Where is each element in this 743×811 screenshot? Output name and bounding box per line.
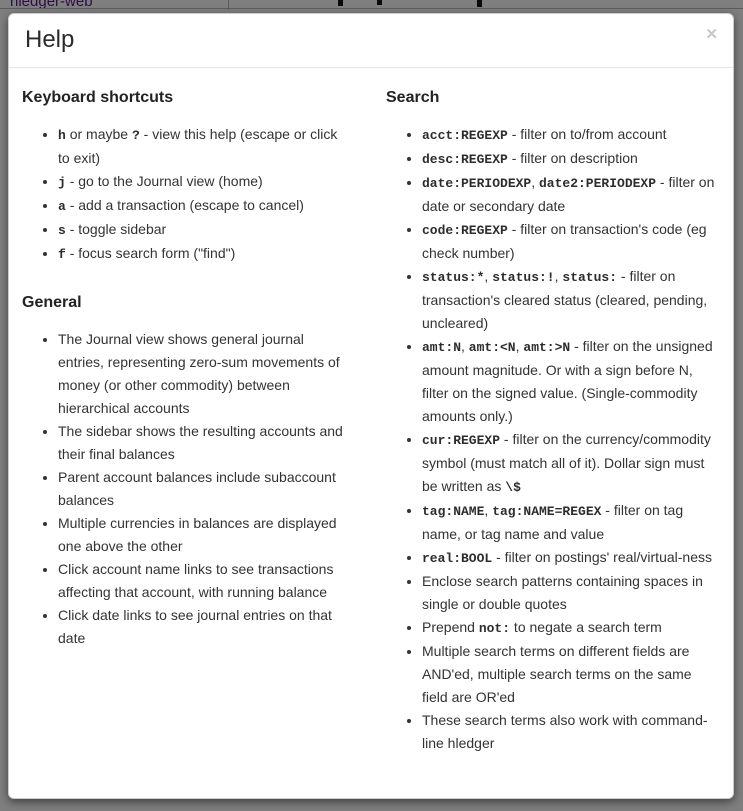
code-snippet: acct:REGEXP [422, 128, 508, 143]
code-snippet: not: [478, 621, 511, 636]
code-snippet: date2:PERIODEXP [539, 176, 657, 191]
help-column-right [371, 89, 720, 775]
list-item: • tag:NAME, tag:NAME=REGEX - filter on tag name, or tag name and value [422, 499, 720, 546]
list-item: • desc:REGEXP - filter on description [422, 147, 720, 171]
code-snippet: ? [131, 128, 140, 143]
code-snippet: status:! [492, 270, 555, 285]
list-item: • cur:REGEXP - filter on the currency/commodity symbol (must match all of it). Dollar sign must be written as \$ [422, 428, 720, 499]
section-heading: General [22, 294, 82, 311]
code-snippet: amt:<N [468, 340, 516, 355]
list-item: • Multiple currencies in balances are displayed one above the other [58, 512, 351, 558]
modal-title: Help [25, 26, 75, 53]
list-item: • f - focus search form ("find") [58, 242, 351, 266]
code-snippet: real:BOOL [422, 551, 493, 566]
code-snippet: h [58, 128, 66, 143]
code-snippet: desc:REGEXP [422, 152, 508, 167]
code-snippet: status:* [422, 270, 485, 285]
list-item: • Click account name links to see transactions affecting that account, with running balance [58, 558, 351, 604]
section-list [22, 123, 351, 266]
code-snippet: j [58, 175, 66, 190]
list-item: • status:*, status:!, status: - filter on transaction's cleared status (cleared, pending, uncleared) [422, 265, 720, 335]
list-item: • real:BOOL - filter on postings' real/virtual-ness [422, 546, 720, 570]
list-item: • s - toggle sidebar [58, 218, 351, 242]
help-column-left [22, 89, 371, 775]
list-item: • These search terms also work with command-line hledger [422, 709, 720, 755]
help-modal [8, 13, 734, 799]
list-item: • Parent account balances include subaccount balances [58, 466, 351, 512]
modal-header [9, 14, 733, 68]
code-snippet: s [58, 223, 66, 238]
code-snippet: \$ [505, 480, 521, 495]
code-snippet: date:PERIODEXP [422, 176, 532, 191]
modal-body [9, 68, 733, 775]
code-snippet: amt:>N [523, 340, 571, 355]
code-snippet: status: [562, 270, 618, 285]
list-item: • date:PERIODEXP, date2:PERIODEXP - filter on date or secondary date [422, 171, 720, 218]
close-icon[interactable]: ✕ [705, 26, 718, 43]
list-item: • h or maybe ? - view this help (escape or click to exit) [58, 123, 351, 170]
section-heading: Search [386, 89, 440, 106]
code-snippet: amt:N [422, 340, 462, 355]
section-list [22, 328, 351, 650]
code-snippet: code:REGEXP [422, 223, 508, 238]
list-item: • j - go to the Journal view (home) [58, 170, 351, 194]
list-item: • acct:REGEXP - filter on to/from account [422, 123, 720, 147]
list-item: • The Journal view shows general journal entries, representing zero-sum movements of money (or other commodity) between hierarchical accounts [58, 328, 351, 420]
list-item: • Prepend not: to negate a search term [422, 616, 720, 640]
list-item: • Click date links to see journal entries on that date [58, 604, 351, 650]
section-heading: Keyboard shortcuts [22, 89, 174, 106]
list-item: • a - add a transaction (escape to cancel) [58, 194, 351, 218]
list-item: • Multiple search terms on different fields are AND'ed, multiple search terms on the same field are OR'ed [422, 640, 720, 709]
code-snippet: cur:REGEXP [422, 433, 501, 448]
list-item: • The sidebar shows the resulting accounts and their final balances [58, 420, 351, 466]
list-item: • code:REGEXP - filter on transaction's code (eg check number) [422, 218, 720, 265]
code-snippet: a [58, 199, 66, 214]
code-snippet: f [58, 247, 66, 262]
section-list [386, 123, 720, 755]
code-snippet: tag:NAME [422, 504, 485, 519]
code-snippet: tag:NAME=REGEX [492, 504, 602, 519]
list-item: • Enclose search patterns containing spaces in single or double quotes [422, 570, 720, 616]
list-item: • amt:N, amt:<N, amt:>N - filter on the unsigned amount magnitude. Or with a sign before N, filter on the signed value. (Single-commodity amounts only.) [422, 335, 720, 428]
